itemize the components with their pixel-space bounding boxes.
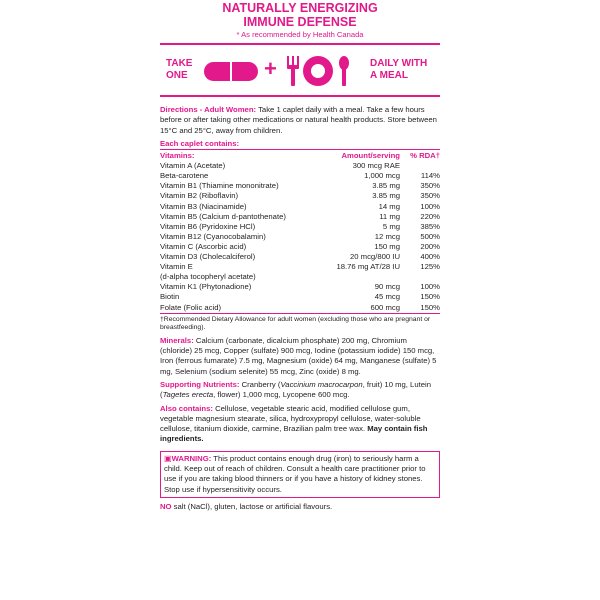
vitamin-name: Vitamin E <box>160 262 193 272</box>
vitamin-name: Vitamin B2 (Riboflavin) <box>160 191 239 201</box>
take-one-line-1: TAKE <box>166 58 193 69</box>
vitamin-rda: 100% <box>420 282 440 292</box>
vitamin-amount: 3.85 mg <box>372 181 400 191</box>
plus-sign: + <box>264 56 277 81</box>
vitamin-amount: 45 mcg <box>374 292 400 302</box>
vitamin-row <box>160 292 440 302</box>
vitamin-name: Vitamin B12 (Cyanocobalamin) <box>160 231 266 241</box>
vitamin-rda: 400% <box>420 252 440 262</box>
plate-icon <box>303 56 333 86</box>
vitamin-name: Vitamin D3 (Cholecalciferol) <box>160 252 256 262</box>
vitamin-name: Vitamin C (Ascorbic acid) <box>160 241 247 251</box>
vitamins-table <box>160 150 440 312</box>
daily-line-1: DAILY WITH <box>370 58 428 69</box>
also-text: Cellulose, vegetable stearic acid, modified cellulose gum, vegetable magnesium stearate, silica, hydroxypropyl cellulose, water-soluble cellulose, titanium dioxide, carmine, Brazilian palm tree wax. <box>160 403 421 434</box>
minerals-text: Calcium (carbonate, dicalcium phosphate) 200 mg, Chromium (chloride) 25 mcg, Copper (sulfate) 900 mcg, Iodine (potassium iodide) 150 mcg, Iron (ferrous fumarate) 7.5 mg, Magnesium (oxide) 64 mg, Manganese (sulfate) 5 mg, Selenium (sodium selenite) 55 mcg, Zinc (oxide) 8 mg. <box>160 335 437 376</box>
warning-label: WARNING: <box>171 453 212 463</box>
vitamin-row <box>160 252 440 262</box>
vitamin-name: Vitamin B5 (Calcium d-pantothenate) <box>160 211 286 221</box>
vitamin-rda: 220% <box>420 211 440 221</box>
minerals <box>160 336 440 377</box>
directions <box>160 105 440 136</box>
recommended-note: * As recommended by Health Canada <box>236 30 364 39</box>
vitamin-amount: 1,000 mcg <box>364 171 400 181</box>
take-one-line-2: ONE <box>166 70 188 81</box>
take-one-text <box>166 58 192 82</box>
rda-header: % RDA† <box>410 151 440 161</box>
vitamin-rda: 200% <box>420 241 440 251</box>
caplet-icon <box>204 62 258 81</box>
supporting-nutrients <box>160 380 440 401</box>
vitamin-rda: 114% <box>420 171 440 181</box>
directions-label: Directions - Adult Women: <box>160 105 257 114</box>
vitamin-name: Vitamin B6 (Pyridoxine HCl) <box>160 221 256 231</box>
vitamin-amount: 20 mcg/800 IU <box>350 252 400 262</box>
supporting-latin-2: Tagetes erecta <box>162 390 214 400</box>
vitamin-rda: 350% <box>420 181 440 191</box>
vitamin-rda: 385% <box>420 221 440 231</box>
headline-line-1: NATURALLY ENERGIZING <box>222 1 378 15</box>
each-caplet-heading: Each caplet contains: <box>160 138 240 148</box>
vitamin-rda: 150% <box>420 292 440 302</box>
supporting-label: Supporting Nutrients: <box>160 379 240 389</box>
fork-icon <box>286 56 300 86</box>
vitamin-amount: 11 mg <box>379 211 400 221</box>
no-salt-text: salt (NaCl), gluten, lactose or artificial flavours. <box>171 501 333 511</box>
vitamin-amount: 3.85 mg <box>372 191 400 201</box>
also-label: Also contains: <box>160 403 213 413</box>
dosage-banner <box>160 51 440 91</box>
divider-middle <box>160 95 440 97</box>
vitamin-row <box>160 191 440 201</box>
supporting-text-1: Cranberry ( <box>239 379 281 389</box>
vitamin-row <box>160 232 440 242</box>
vitamin-row <box>160 161 440 171</box>
daily-with-meal-text <box>370 58 427 82</box>
warning-box <box>160 451 440 498</box>
vitamin-amount: 14 mg <box>378 201 400 211</box>
no-label: NO <box>160 501 172 511</box>
headline-line-2: IMMUNE DEFENSE <box>243 15 357 29</box>
vitamin-row <box>160 222 440 232</box>
vitamins-header-row <box>160 150 440 161</box>
vitamin-rda: 350% <box>420 191 440 201</box>
vitamin-row <box>160 202 440 212</box>
also-contains <box>160 404 440 445</box>
minerals-label: Minerals: <box>160 335 194 345</box>
vitamin-name: Beta-carotene <box>160 171 209 181</box>
vitamin-rda: 500% <box>420 231 440 241</box>
rda-footnote: †Recommended Dietary Allowance for adult women (excluding those who are pregnant or breastfeeding). <box>160 315 431 332</box>
vitamin-name: Vitamin B3 (Niacinamide) <box>160 201 247 211</box>
vitamin-name: (d-alpha tocopheryl acetate) <box>160 272 256 282</box>
warning-text: This product contains enough drug (iron) to seriously harm a child. Keep out of reach of children. Consult a health care practitioner prior to use if you are taking blood thinners or if you have a history of kidney stones. Stop use if hypersensitivity occurs. <box>164 453 426 494</box>
vitamin-amount: 5 mg <box>382 221 400 231</box>
vitamin-rda <box>400 161 440 171</box>
amount-header: Amount/serving <box>341 151 400 161</box>
vitamin-amount: 600 mcg <box>370 302 400 312</box>
vitamin-row <box>160 212 440 222</box>
vitamins-body <box>160 161 440 312</box>
supporting-text-3: , flower) 1,000 mcg, Lycopene 600 mcg. <box>213 390 350 400</box>
vitamin-row <box>160 171 440 181</box>
vitamin-rda: 150% <box>420 302 440 312</box>
no-salt-note <box>160 502 440 512</box>
vitamin-row <box>160 272 440 282</box>
vitamin-row <box>160 303 440 313</box>
vitamin-amount: 18.76 mg AT/28 IU <box>336 262 400 272</box>
vitamin-name: Vitamin A (Acetate) <box>160 161 226 171</box>
vitamin-row <box>160 242 440 252</box>
vitamin-amount <box>320 272 400 282</box>
vitamin-rda: 100% <box>420 201 440 211</box>
vitamin-amount: 300 mcg RAE <box>352 161 400 171</box>
divider-top <box>160 43 440 45</box>
supporting-text-2: , fruit) 10 mg, Lutein ( <box>160 379 432 400</box>
vitamin-row <box>160 181 440 191</box>
vitamin-name: Folate (Folic acid) <box>160 302 222 312</box>
directions-text: Take 1 caplet daily with a meal. Take a few hours before or after taking other medications or natural health products. Store between 15°C and 25°C, away from children. <box>160 105 437 135</box>
vitamin-rda: 125% <box>420 262 440 272</box>
vitamins-header: Vitamins: <box>160 151 195 161</box>
headline <box>160 1 440 29</box>
vitamin-amount: 12 mcg <box>374 231 400 241</box>
label-panel <box>160 0 440 600</box>
daily-line-2: A MEAL <box>370 70 408 81</box>
vitamin-amount: 90 mcg <box>374 282 400 292</box>
vitamin-rda <box>400 272 440 282</box>
vitamin-row <box>160 262 440 272</box>
supporting-latin-1: Vaccinium macrocarpon <box>280 379 363 389</box>
vitamin-amount: 150 mg <box>374 241 400 251</box>
spoon-icon <box>338 56 350 86</box>
also-bold-note: May contain fish ingredients. <box>160 424 428 444</box>
vitamin-row <box>160 282 440 292</box>
vitamin-name: Vitamin B1 (Thiamine mononitrate) <box>160 181 279 191</box>
warning-icon: ▣ <box>164 453 172 463</box>
vitamins-divider-bottom <box>160 313 440 314</box>
vitamin-name: Vitamin K1 (Phytonadione) <box>160 282 252 292</box>
vitamin-name: Biotin <box>160 292 180 302</box>
